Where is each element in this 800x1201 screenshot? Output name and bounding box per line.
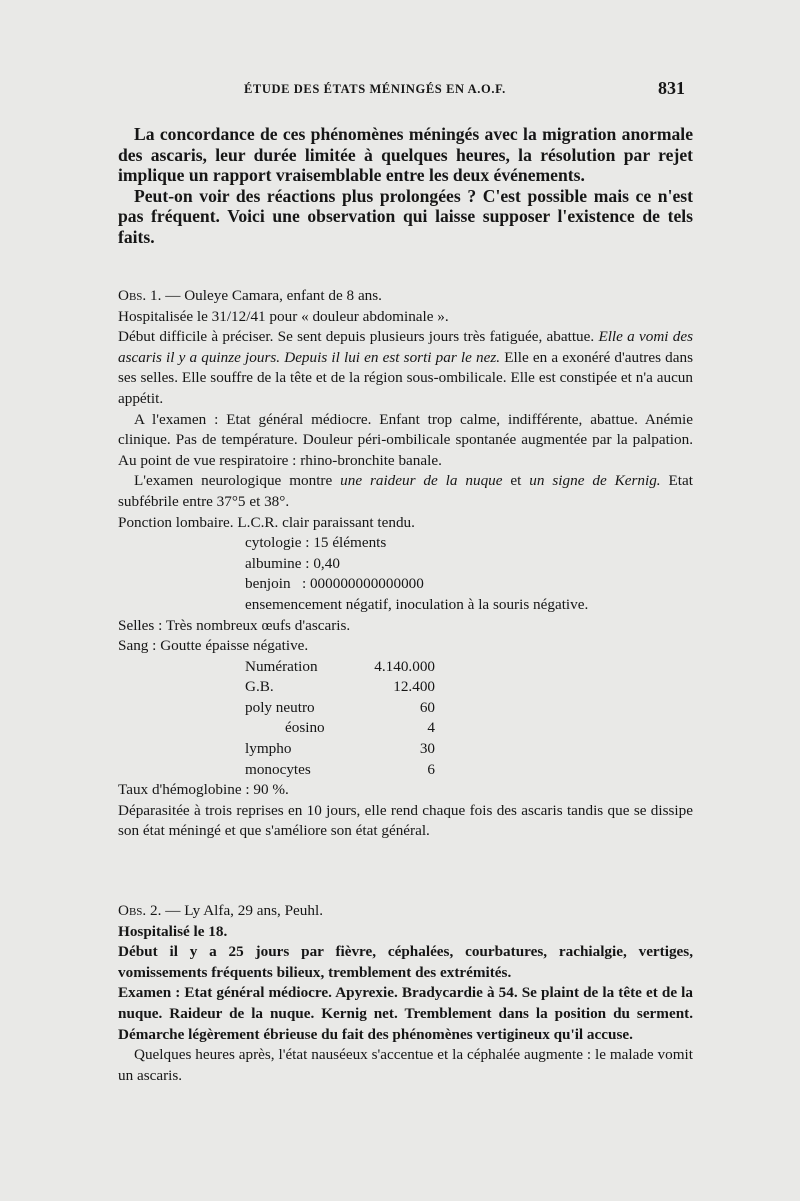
page-header xyxy=(0,78,800,102)
obs1-taux: Taux d'hémoglobine : 90 %. xyxy=(118,781,289,799)
lcr-line: ensemencement négatif, inoculation à la souris négative. xyxy=(245,595,589,613)
blood-row xyxy=(245,718,435,739)
blood-count-table xyxy=(245,657,435,781)
obs1-neuro-text: L'examen neurologique montre xyxy=(134,472,341,490)
lcr-line: cytologie : 15 éléments xyxy=(245,534,387,552)
blood-value: 30 xyxy=(419,740,435,758)
blood-label: monocytes xyxy=(245,760,311,778)
page-number: 831 xyxy=(658,78,685,98)
blood-label: poly neutro xyxy=(245,698,315,716)
blood-value: 12.400 xyxy=(393,678,435,696)
lcr-line: benjoin : 000000000000000 xyxy=(245,575,424,593)
obs1-ponction: Ponction lombaire. L.C.R. clair paraissant tendu. xyxy=(118,513,415,531)
obs1-debut xyxy=(118,327,693,409)
obs1-neuro-text-2: Etat subfébrile entre 37°5 et 38°. xyxy=(118,472,693,510)
obs1-deparasitee: Déparasitée à trois reprises en 10 jours, elle rend chaque fois des ascaris tandis que se dissipe son état méningé et que s'améliore son état général. xyxy=(118,801,693,840)
obs2-examen: Examen : Etat général médiocre. Apyrexie. Bradycardie à 54. Se plaint de la tête et de la nuque. Raideur de la nuque. Kernig net. Tremblement dans la position du serment. Démarche légèrement ébrieuse du fait des phénomènes vertigineux qu'il accuse. xyxy=(118,984,693,1043)
obs1-neuro-italic-1: une raideur de la nuque xyxy=(340,472,503,490)
obs2-hospital: Hospitalisé le 18. xyxy=(118,922,228,940)
blood-row xyxy=(245,677,435,698)
blood-value: 4 xyxy=(427,719,435,737)
blood-row xyxy=(245,760,435,781)
obs1-debut-text-2: Elle en a exonéré d'autres dans ses selles. Elle souffre de la tête et de la région sous-ombilicale. Elle est constipée et n'a aucun appétit. xyxy=(118,348,693,407)
obs1-neuro-mid: et xyxy=(502,472,530,490)
obs1-debut-italic: Elle a vomi des ascaris il y a quinze jours. Depuis il lui en est sorti par le nez. xyxy=(118,328,693,366)
obs2-debut: Début il y a 25 jours par fièvre, céphalées, courbatures, rachialgie, vertiges, vomissements fréquents bilieux, tremblement des extrémités. xyxy=(118,943,693,981)
obs1-heading: — Ouleye Camara, enfant de 8 ans. xyxy=(161,287,382,304)
blood-label: éosino xyxy=(285,719,325,737)
obs1-selles: Selles : Très nombreux œufs d'ascaris. xyxy=(118,616,351,634)
blood-value: 60 xyxy=(419,698,435,716)
blood-label: G.B. xyxy=(245,678,274,696)
intro-paragraph-1: La concordance de ces phénomènes méningés avec la migration anormale des ascaris, leur durée limitée à quelques heures, la résolution par rejet implique un rapport vraisemblable entre les deux événements. xyxy=(118,124,693,185)
blood-row xyxy=(245,739,435,760)
intro-paragraph-2: Peut-on voir des réactions plus prolongées ? C'est possible mais ce n'est pas fréquent. Voici une observation qui laisse supposer l'existence de tels faits. xyxy=(118,185,693,247)
blood-value: 4.140.000 xyxy=(374,657,435,675)
obs2-label: Obs. 2. xyxy=(118,902,162,919)
obs1-examen: A l'examen : Etat général médiocre. Enfant trop calme, indifférente, abattue. Anémie clinique. Pas de température. Douleur péri-ombilicale spontanée augmentée par la palpation. Au point de vue respiratoire : rhino-bronchite banale. xyxy=(118,410,693,469)
lcr-results xyxy=(245,533,693,615)
obs2-quelques: Quelques heures après, l'état nauséeux s'accentue et la céphalée augmente : le malade vomit un ascaris. xyxy=(118,1046,693,1084)
blood-value: 6 xyxy=(427,760,435,778)
lcr-line: albumine : 0,40 xyxy=(245,554,340,572)
blood-label: Numération xyxy=(245,657,318,675)
intro-section xyxy=(118,124,693,247)
blood-row xyxy=(245,698,435,719)
obs2-heading: — Ly Alfa, 29 ans, Peuhl. xyxy=(161,902,323,919)
observation-2 xyxy=(118,901,693,1086)
obs1-debut-text: Début difficile à préciser. Se sent depuis plusieurs jours très fatiguée, abattue. xyxy=(118,328,599,346)
obs1-neuro xyxy=(118,471,693,512)
blood-row xyxy=(245,657,435,678)
running-title: ÉTUDE DES ÉTATS MÉNINGÉS EN A.O.F. xyxy=(244,82,506,96)
observation-1 xyxy=(118,286,693,842)
obs1-label: Obs. 1. xyxy=(118,287,162,304)
obs1-sang: Sang : Goutte épaisse négative. xyxy=(118,637,309,655)
obs1-neuro-italic-2: un signe de Kernig. xyxy=(529,472,661,490)
obs1-hospital: Hospitalisée le 31/12/41 pour « douleur abdominale ». xyxy=(118,307,449,325)
blood-label: lympho xyxy=(245,740,292,758)
